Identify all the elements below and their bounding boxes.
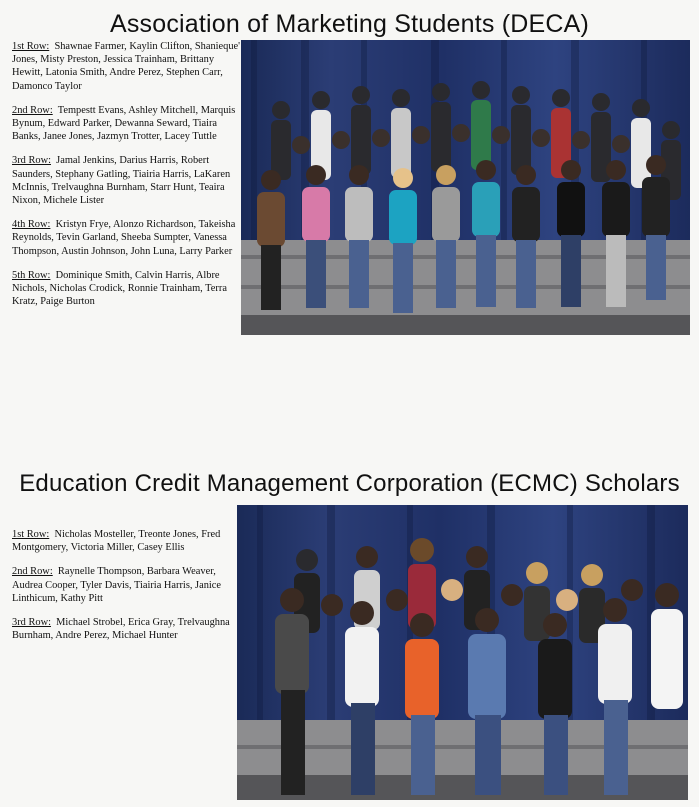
ecmc-row-2: [12, 565, 237, 605]
row-names: Michael Strobel, Erica Gray, Trelvaughna Burnham, Andre Perez, Michael Hunter: [12, 617, 230, 642]
ecmc-photo-illustration: [237, 505, 688, 800]
deca-row-2: [12, 104, 240, 144]
row-names: Nicholas Mosteller, Treonte Jones, Fred Montgomery, Victoria Miller, Casey Ellis: [12, 529, 221, 554]
deca-photo-illustration: [241, 40, 690, 335]
row-label: 5th Row:: [12, 269, 51, 281]
row-names: Dominique Smith, Calvin Harris, Albre Nichols, Nicholas Crodick, Ronnie Trainham, Terra Kratz, Paige Burton: [12, 269, 227, 308]
deca-row-list: [12, 40, 240, 319]
ecmc-row-3: [12, 616, 237, 642]
row-names: Raynelle Thompson, Barbara Weaver, Audrea Cooper, Tyler Davis, Tiairia Harris, Janice Linthicum, Kathy Pitt: [12, 566, 222, 604]
row-label: 3rd Row:: [12, 617, 51, 629]
row-names: Kristyn Frye, Alonzo Richardson, Takeisha Reynolds, Tevin Garland, Sheeba Sumpter, Vanessa Thompson, Austin Johnson, John Luna, Larry Parker: [12, 219, 236, 257]
ecmc-group-photo: [237, 505, 688, 800]
row-label: 2nd Row:: [12, 104, 53, 116]
ecmc-row-list: [12, 528, 237, 653]
row-label: 4th Row:: [12, 219, 51, 231]
row-names: Shawnae Farmer, Kaylin Clifton, Shanieque' Jones, Misty Preston, Jessica Trainham, Brittany Hewitt, Latonia Smith, Andre Perez, Stephen Carr, Damonco Taylor: [12, 41, 241, 92]
ecmc-row-1: [12, 528, 237, 554]
deca-group-photo: [241, 40, 690, 335]
row-names: Tempestt Evans, Ashley Mitchell, Marquis Bynum, Edward Parker, Dewanna Seward, Tiaira Banks, Janee Jones, Jazmyn Trotter, Lacey Tuttle: [12, 104, 236, 143]
row-label: 2nd Row:: [12, 566, 53, 578]
row-label: 1st Row:: [12, 529, 50, 540]
deca-row-5: [12, 269, 240, 309]
deca-row-4: [12, 218, 240, 258]
row-label: 3rd Row:: [12, 155, 51, 167]
deca-row-3: [12, 154, 240, 207]
row-label: 1st Row:: [12, 41, 50, 52]
deca-row-1: [12, 40, 240, 93]
section-title-deca: Association of Marketing Students (DECA): [109, 10, 590, 38]
row-names: Jamal Jenkins, Darius Harris, Robert Saunders, Stephany Gatling, Tiairia Harris, LaKaren McInnis, Trelvaughna Burnham, Starr Hunt, Teaira Nixon, Michele Lister: [12, 155, 231, 207]
section-title-ecmc: Education Credit Management Corporation (ECMC) Scholars: [19, 470, 680, 497]
